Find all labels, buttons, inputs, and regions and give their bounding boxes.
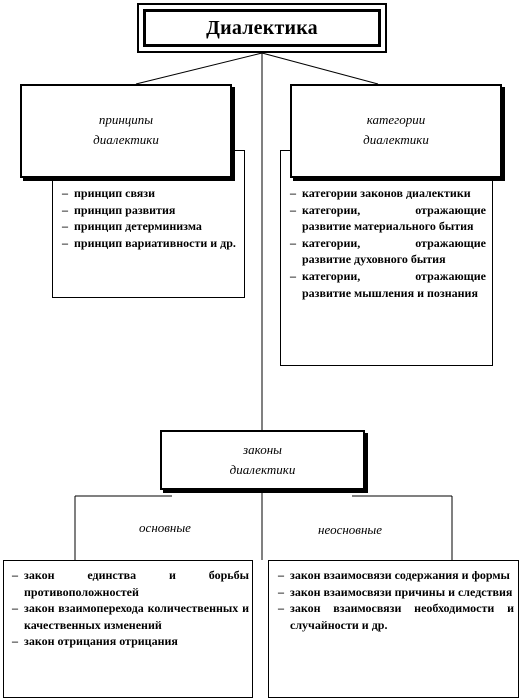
list-item: – категории, отражающие развитие мышления и познания [290, 268, 486, 301]
title-box [137, 3, 387, 53]
branch-principles-line [136, 53, 262, 84]
list-item: – закон отрицания отрицания [12, 633, 249, 650]
categories-list [290, 185, 486, 301]
laws-secondary-list [278, 567, 514, 633]
laws-main-label: основные [120, 520, 210, 540]
list-item: – принцип детерминизма [62, 218, 240, 235]
principles-list [62, 185, 240, 251]
laws-header-box [160, 430, 365, 490]
categories-header-line2: диалектики [363, 132, 429, 147]
list-item: – принцип связи [62, 185, 240, 202]
laws-main-list-box [3, 560, 253, 698]
laws-secondary-label: неосновные [300, 522, 400, 542]
list-item: – категории законов диалектики [290, 185, 486, 202]
list-item: – принцип развития [62, 202, 240, 219]
list-item: – принцип вариативности и др. [62, 235, 240, 252]
list-item: – закон взаимосвязи причины и следствия [278, 584, 514, 601]
list-item: – категории, отражающие развитие духовного бытия [290, 235, 486, 268]
list-item: – закон взаимосвязи содержания и формы [278, 567, 514, 584]
list-item: – закон единства и борьбы противоположностей [12, 567, 249, 600]
categories-header-line1: категории [366, 112, 426, 127]
laws-secondary-list-box [268, 560, 519, 698]
branch-categories-line [262, 53, 378, 84]
principles-header-box [20, 84, 232, 178]
principles-header-line2: диалектики [93, 132, 159, 147]
title-inner-frame [143, 9, 381, 47]
page-title: Диалектика [206, 16, 318, 39]
list-item: – закон взаимоперехода количественных и качественных изменений [12, 600, 249, 633]
laws-header-line2: диалектики [229, 462, 296, 477]
laws-header-line1: законы [243, 442, 282, 457]
list-item: – категории, отражающие развитие материального бытия [290, 202, 486, 235]
principles-header-line1: принципы [98, 112, 154, 127]
categories-header-box [290, 84, 502, 178]
list-item: – закон взаимосвязи необходимости и случайности и др. [278, 600, 514, 633]
laws-main-list [12, 567, 249, 650]
categories-list-box [280, 150, 493, 366]
